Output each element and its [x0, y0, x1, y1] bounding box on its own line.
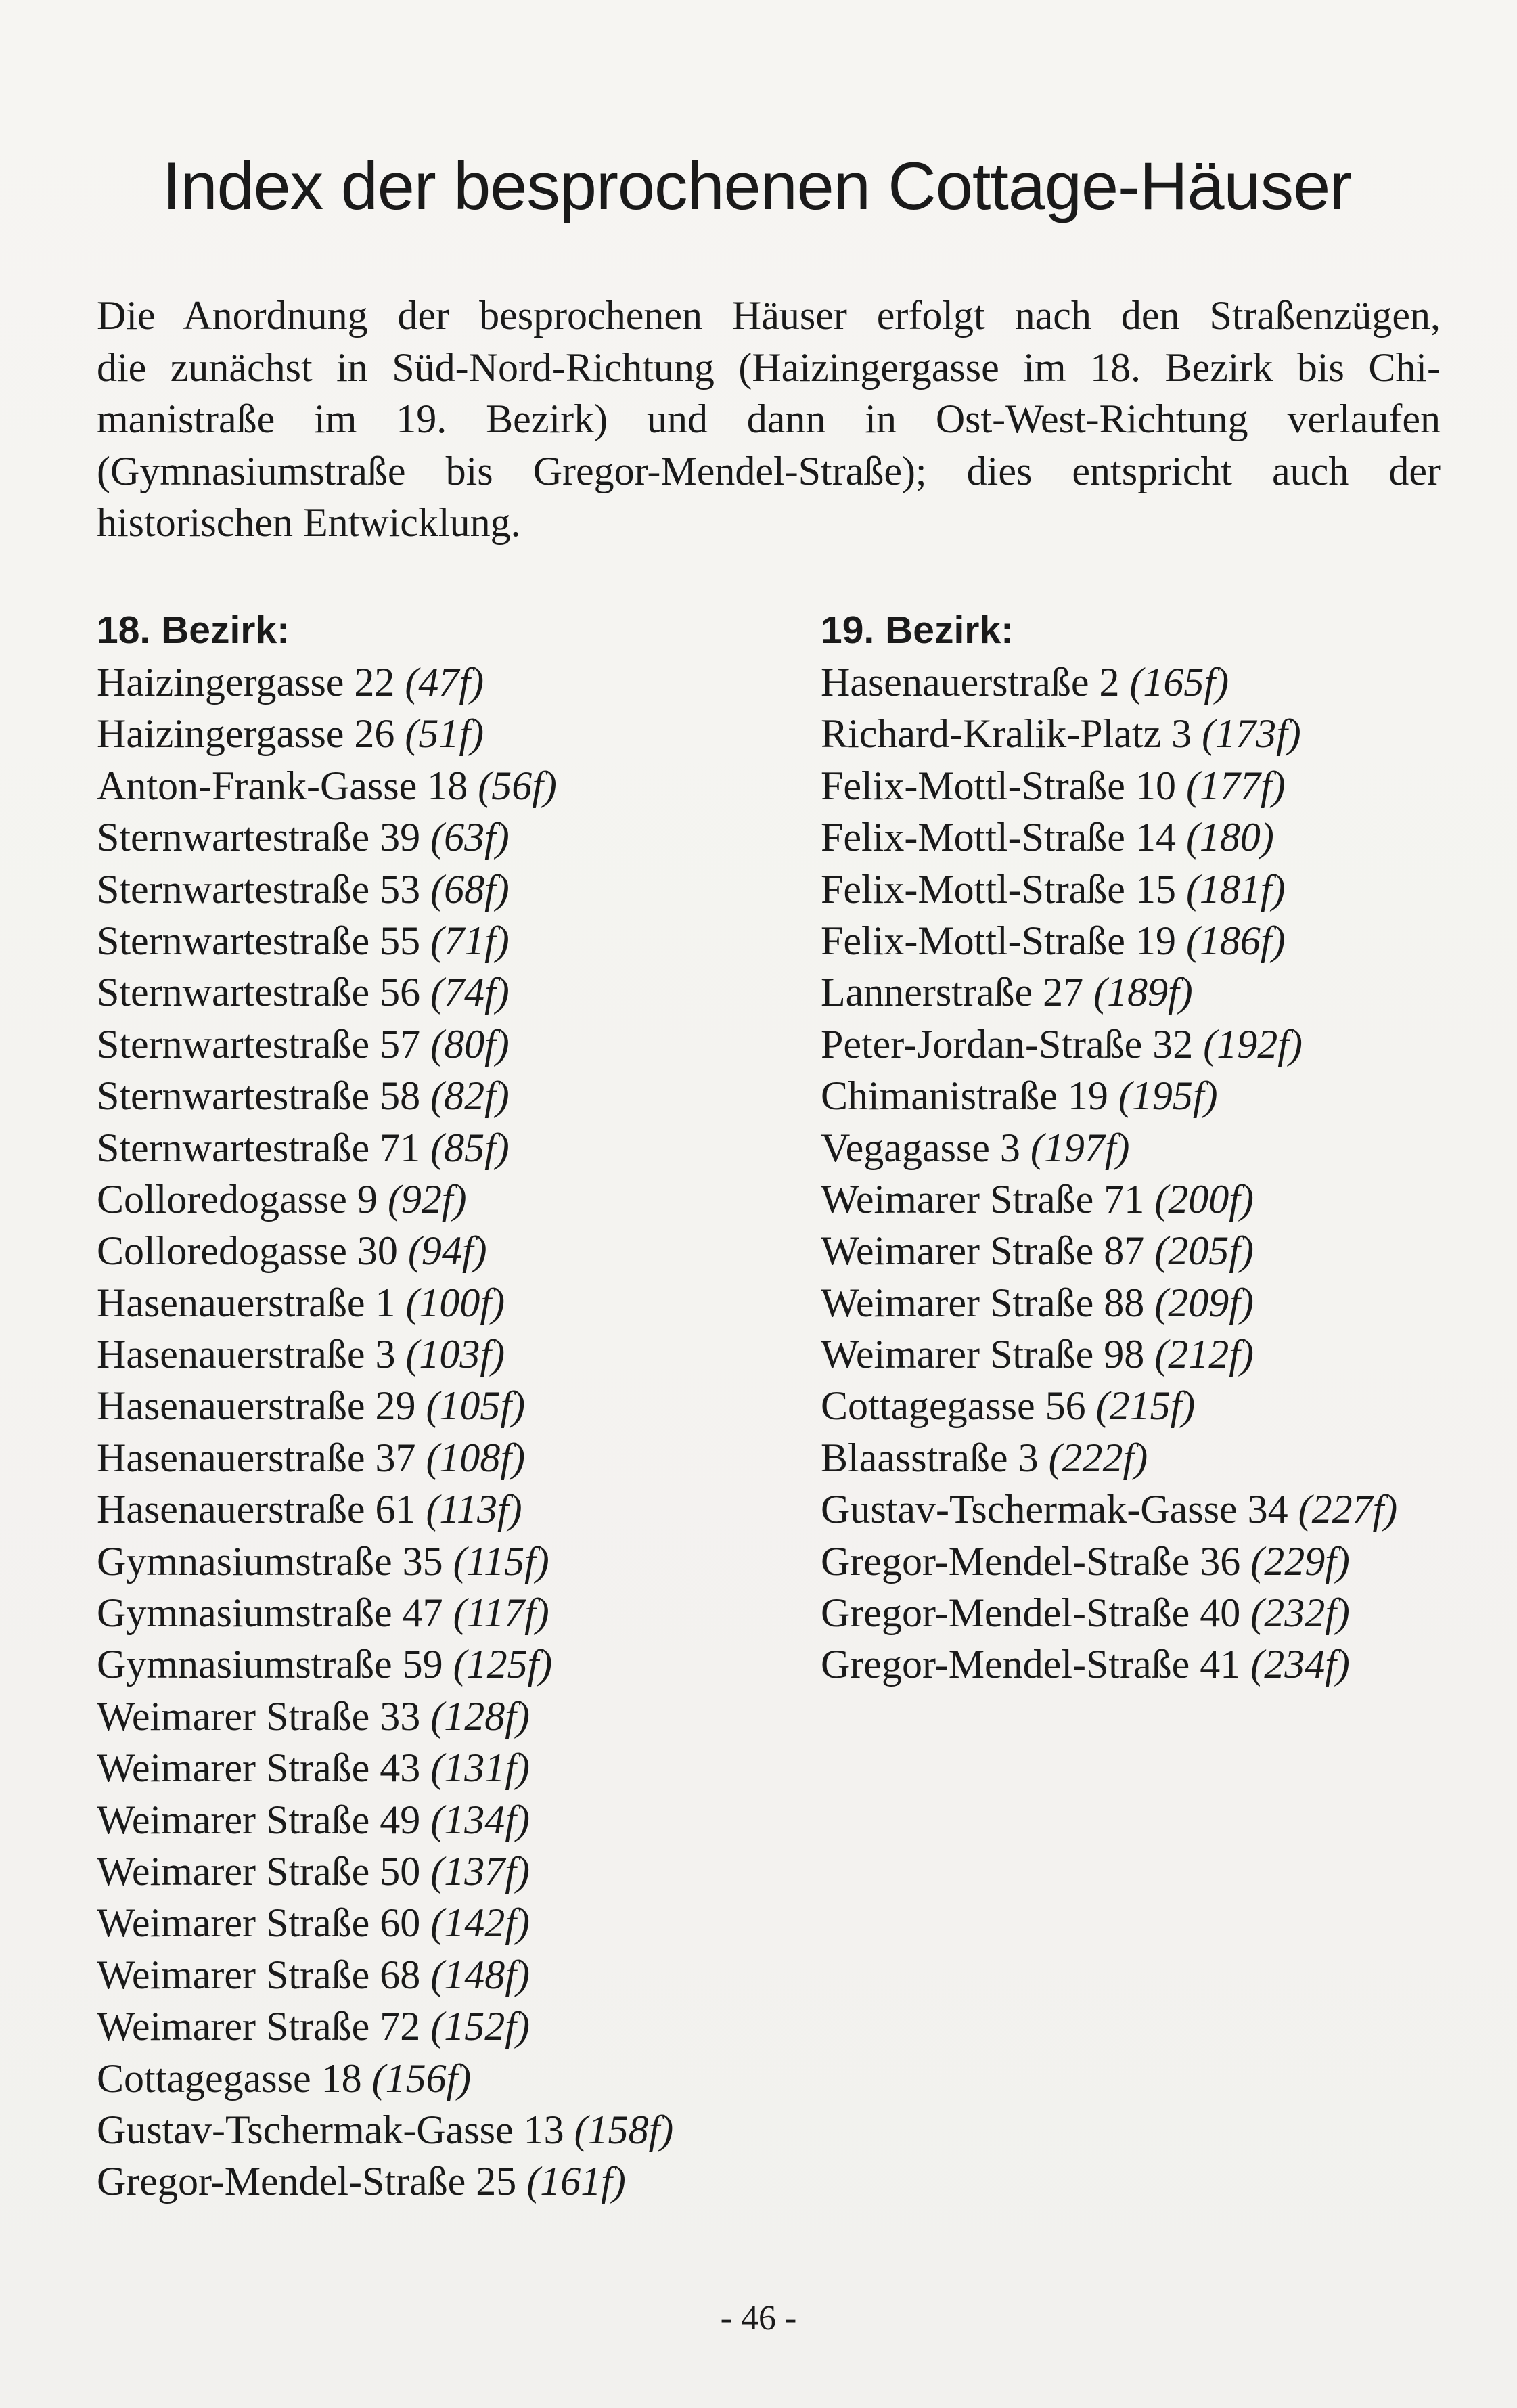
intro-line: die zunächst in Süd-Nord-Richtung (Haizingergasse im 18. Bezirk bis Chi- — [97, 344, 1441, 390]
entry-street: Felix-Mottl-Straße 15 — [821, 866, 1176, 912]
entry-page-ref: (152f) — [430, 2004, 530, 2049]
index-entry — [97, 1536, 673, 1587]
index-entry — [821, 1329, 1397, 1380]
entry-street: Weimarer Straße 60 — [97, 1900, 421, 1946]
index-entry — [821, 811, 1397, 863]
entry-page-ref: (158f) — [574, 2107, 674, 2152]
entry-street: Gregor-Mendel-Straße 40 — [821, 1590, 1241, 1636]
entry-page-ref: (161f) — [526, 2159, 626, 2204]
district-19-column — [821, 604, 1397, 1691]
entry-street: Richard-Kralik-Platz 3 — [821, 711, 1192, 757]
entry-street: Cottagegasse 56 — [821, 1383, 1086, 1429]
entry-street: Cottagegasse 18 — [97, 2055, 362, 2101]
index-entry — [821, 1536, 1397, 1587]
entry-page-ref: (68f) — [430, 866, 510, 912]
index-entry — [821, 1587, 1397, 1638]
intro-line: manistraße im 19. Bezirk) und dann in Ost-West-Richtung verlaufen — [97, 397, 1441, 441]
entry-street: Weimarer Straße 43 — [97, 1745, 421, 1791]
entry-street: Blaasstraße 3 — [821, 1435, 1039, 1480]
entry-street: Gymnasiumstraße 59 — [97, 1642, 443, 1687]
entry-page-ref: (108f) — [426, 1435, 526, 1480]
entry-street: Hasenauerstraße 61 — [97, 1487, 416, 1532]
entry-street: Vegagasse 3 — [821, 1125, 1020, 1170]
index-entry — [97, 760, 673, 811]
index-entry — [97, 2053, 673, 2104]
index-entry — [821, 1432, 1397, 1484]
index-entry — [821, 1380, 1397, 1431]
entry-page-ref: (125f) — [453, 1642, 553, 1687]
entry-street: Gustav-Tschermak-Gasse 34 — [821, 1487, 1288, 1532]
index-entry — [97, 2001, 673, 2052]
entry-page-ref: (85f) — [430, 1125, 510, 1170]
index-entry — [97, 1794, 673, 1846]
entry-street: Gregor-Mendel-Straße 41 — [821, 1642, 1241, 1687]
entry-page-ref: (232f) — [1250, 1590, 1350, 1636]
entry-page-ref: (80f) — [430, 1021, 510, 1067]
entry-street: Felix-Mottl-Straße 19 — [821, 918, 1176, 963]
entry-page-ref: (209f) — [1154, 1280, 1254, 1325]
index-entry — [97, 1380, 673, 1431]
entry-page-ref: (137f) — [430, 1848, 530, 1894]
entry-page-ref: (180) — [1185, 815, 1274, 860]
index-entry — [97, 864, 673, 915]
index-entry — [821, 1277, 1397, 1329]
entry-page-ref: (177f) — [1185, 763, 1286, 808]
entry-page-ref: (189f) — [1093, 970, 1193, 1015]
entry-street: Gymnasiumstraße 47 — [97, 1590, 443, 1636]
entry-page-ref: (205f) — [1154, 1228, 1254, 1274]
entry-page-ref: (142f) — [430, 1900, 530, 1946]
index-entry — [97, 1897, 673, 1948]
index-entry — [821, 760, 1397, 811]
index-entry — [821, 1225, 1397, 1276]
index-entry — [97, 708, 673, 759]
entry-page-ref: (74f) — [430, 970, 510, 1015]
entry-page-ref: (128f) — [430, 1693, 530, 1739]
entry-street: Sternwartestraße 39 — [97, 815, 421, 860]
entry-street: Sternwartestraße 71 — [97, 1125, 421, 1170]
index-entry — [97, 1329, 673, 1380]
entry-street: Weimarer Straße 98 — [821, 1332, 1145, 1377]
index-entry — [97, 1691, 673, 1742]
entry-street: Haizingergasse 22 — [97, 660, 395, 705]
entry-street: Hasenauerstraße 2 — [821, 660, 1120, 705]
entry-page-ref: (222f) — [1048, 1435, 1148, 1480]
entry-street: Weimarer Straße 88 — [821, 1280, 1145, 1325]
index-entry — [821, 966, 1397, 1018]
entry-street: Gymnasiumstraße 35 — [97, 1538, 443, 1584]
entry-street: Gregor-Mendel-Straße 36 — [821, 1538, 1241, 1584]
entry-page-ref: (215f) — [1095, 1383, 1196, 1429]
district-heading: 18. Bezirk: — [97, 608, 290, 652]
entry-street: Gustav-Tschermak-Gasse 13 — [97, 2107, 564, 2152]
index-entry — [97, 1742, 673, 1793]
entry-page-ref: (115f) — [453, 1538, 549, 1584]
intro-line: Die Anordnung der besprochenen Häuser erfolgt nach den Straßenzügen, — [97, 293, 1441, 338]
index-entry — [821, 1019, 1397, 1070]
entry-street: Sternwartestraße 53 — [97, 866, 421, 912]
entry-street: Sternwartestraße 55 — [97, 918, 421, 963]
entry-page-ref: (192f) — [1203, 1021, 1303, 1067]
entry-page-ref: (195f) — [1118, 1073, 1218, 1119]
entry-street: Colloredogasse 30 — [97, 1228, 398, 1274]
entry-page-ref: (56f) — [478, 763, 557, 808]
entry-street: Peter-Jordan-Straße 32 — [821, 1021, 1194, 1067]
entry-street: Hasenauerstraße 29 — [97, 1383, 416, 1429]
entry-page-ref: (105f) — [426, 1383, 526, 1429]
entry-street: Haizingergasse 26 — [97, 711, 395, 757]
entry-page-ref: (197f) — [1030, 1125, 1130, 1170]
entry-page-ref: (186f) — [1185, 918, 1286, 963]
index-entry — [97, 1587, 673, 1638]
index-entry — [97, 1484, 673, 1535]
index-entry — [97, 966, 673, 1018]
entry-street: Hasenauerstraße 37 — [97, 1435, 416, 1480]
entry-page-ref: (234f) — [1250, 1642, 1350, 1687]
entry-street: Sternwartestraße 57 — [97, 1021, 421, 1067]
entry-street: Lannerstraße 27 — [821, 970, 1084, 1015]
entry-page-ref: (82f) — [430, 1073, 510, 1119]
index-entry — [97, 1225, 673, 1276]
entry-street: Anton-Frank-Gasse 18 — [97, 763, 468, 808]
entry-page-ref: (117f) — [453, 1590, 549, 1636]
entry-page-ref: (63f) — [430, 815, 510, 860]
index-entry — [97, 915, 673, 966]
index-entry — [97, 1949, 673, 2001]
index-entry — [97, 1846, 673, 1897]
entry-street: Colloredogasse 9 — [97, 1176, 378, 1222]
entry-street: Hasenauerstraße 3 — [97, 1332, 396, 1377]
entry-street: Felix-Mottl-Straße 10 — [821, 763, 1176, 808]
entry-page-ref: (51f) — [405, 711, 484, 757]
entry-street: Weimarer Straße 49 — [97, 1797, 421, 1842]
entry-street: Weimarer Straße 50 — [97, 1848, 421, 1894]
index-entry — [821, 915, 1397, 966]
entry-page-ref: (165f) — [1129, 660, 1229, 705]
index-entry — [821, 1070, 1397, 1121]
entry-street: Felix-Mottl-Straße 14 — [821, 815, 1176, 860]
index-entry — [821, 1638, 1397, 1690]
entry-page-ref: (103f) — [405, 1332, 505, 1377]
entry-page-ref: (229f) — [1250, 1538, 1350, 1584]
entry-page-ref: (181f) — [1185, 866, 1286, 912]
page-number: - 46 - — [720, 2299, 797, 2338]
entry-page-ref: (94f) — [407, 1228, 487, 1274]
index-entry — [97, 811, 673, 863]
index-entry — [97, 1070, 673, 1121]
entry-street: Weimarer Straße 68 — [97, 1952, 421, 1997]
index-entry — [97, 1277, 673, 1329]
index-entry — [97, 2156, 673, 2207]
entry-page-ref: (131f) — [430, 1745, 530, 1791]
index-entry — [97, 1638, 673, 1690]
entry-street: Gregor-Mendel-Straße 25 — [97, 2159, 517, 2204]
entry-page-ref: (212f) — [1154, 1332, 1254, 1377]
index-entry — [97, 656, 673, 708]
entry-street: Chimanistraße 19 — [821, 1073, 1108, 1119]
entry-page-ref: (156f) — [371, 2055, 472, 2101]
index-entry — [97, 2104, 673, 2156]
entry-street: Sternwartestraße 56 — [97, 970, 421, 1015]
index-entry — [821, 1122, 1397, 1174]
index-entry — [97, 1432, 673, 1484]
entry-page-ref: (227f) — [1298, 1487, 1398, 1532]
district-18-column — [97, 604, 673, 2208]
entry-page-ref: (92f) — [387, 1176, 467, 1222]
intro-paragraph — [97, 290, 1441, 549]
entry-page-ref: (148f) — [430, 1952, 530, 1997]
district-heading: 19. Bezirk: — [821, 608, 1014, 652]
page-title: Index der besprochenen Cottage-Häuser — [162, 148, 1352, 223]
index-entry — [821, 1484, 1397, 1535]
index-entry — [821, 708, 1397, 759]
entry-page-ref: (134f) — [430, 1797, 530, 1842]
index-entry — [821, 656, 1397, 708]
entry-page-ref: (100f) — [405, 1280, 505, 1325]
entry-page-ref: (47f) — [405, 660, 484, 705]
entry-page-ref: (200f) — [1154, 1176, 1254, 1222]
entry-street: Sternwartestraße 58 — [97, 1073, 421, 1119]
index-entry — [821, 1174, 1397, 1225]
entry-page-ref: (71f) — [430, 918, 510, 963]
index-entry — [821, 864, 1397, 915]
entry-street: Hasenauerstraße 1 — [97, 1280, 396, 1325]
index-entry — [97, 1122, 673, 1174]
entry-page-ref: (173f) — [1202, 711, 1301, 757]
entry-street: Weimarer Straße 72 — [97, 2004, 421, 2049]
index-entry — [97, 1019, 673, 1070]
index-entry — [97, 1174, 673, 1225]
entry-page-ref: (113f) — [426, 1487, 522, 1532]
entry-street: Weimarer Straße 33 — [97, 1693, 421, 1739]
intro-line: historischen Entwicklung. — [97, 500, 521, 545]
entry-street: Weimarer Straße 87 — [821, 1228, 1145, 1274]
intro-line: (Gymnasiumstraße bis Gregor-Mendel-Straße); dies entspricht auch der — [97, 448, 1441, 493]
entry-street: Weimarer Straße 71 — [821, 1176, 1145, 1222]
